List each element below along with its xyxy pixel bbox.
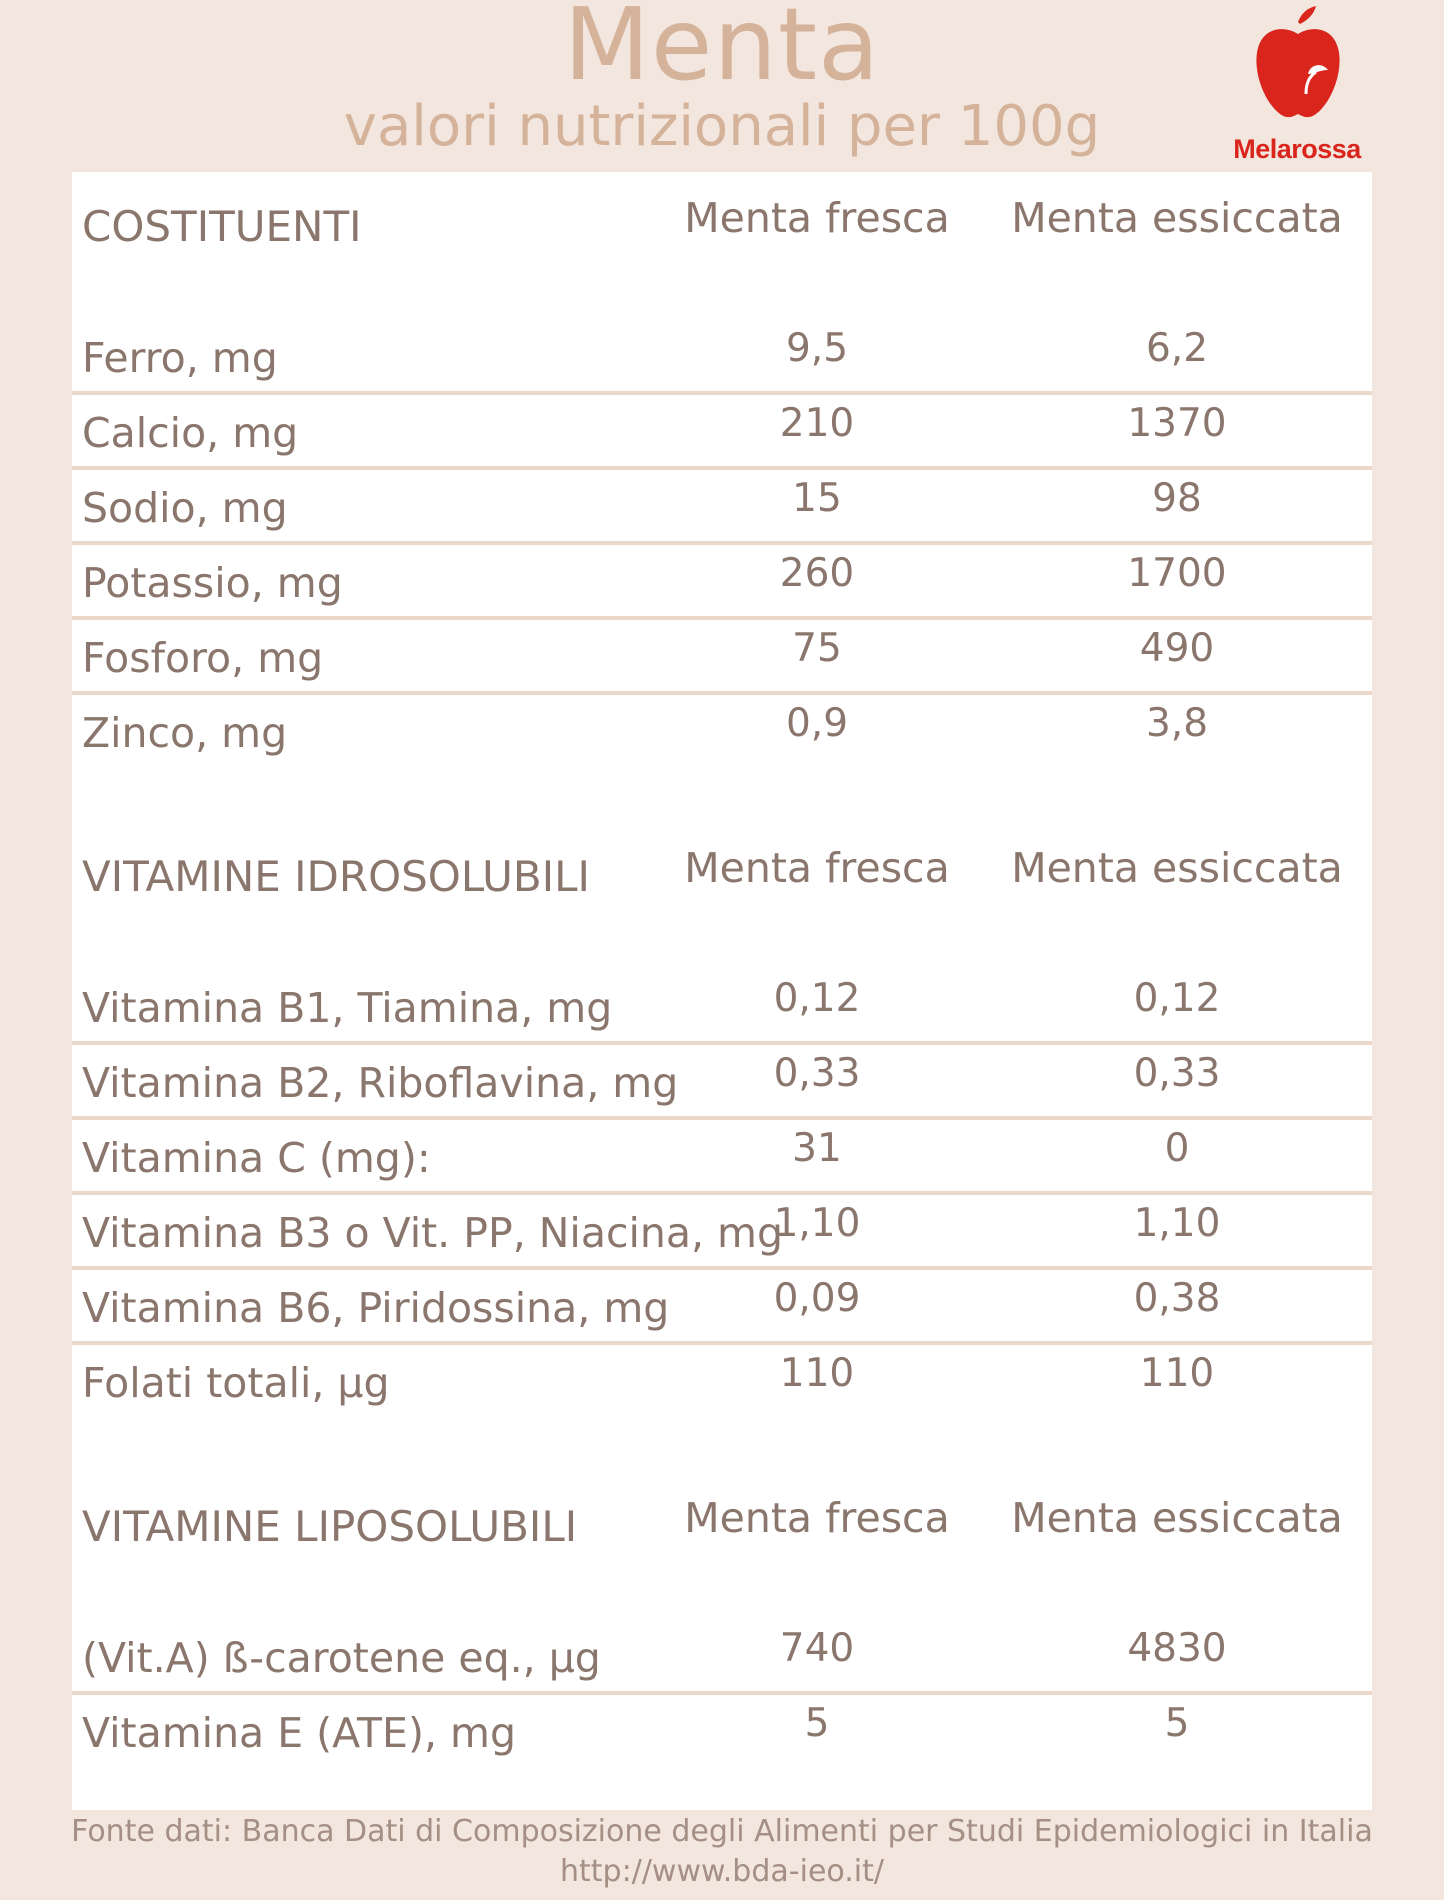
row-label: Folati totali, µg [82, 1359, 390, 1407]
value-fresh: 1,10 [773, 1201, 861, 1246]
value-dried: 1370 [1127, 401, 1227, 446]
column-header-dried: Menta essiccata [1011, 844, 1343, 892]
row-label: Fosforo, mg [82, 634, 324, 682]
table-row [72, 320, 1372, 395]
value-fresh: 260 [779, 551, 855, 596]
table-row [72, 545, 1372, 620]
value-dried: 0,12 [1133, 976, 1221, 1021]
column-header-dried: Menta essiccata [1011, 1494, 1343, 1542]
value-dried: 4830 [1127, 1626, 1227, 1671]
value-dried: 1,10 [1133, 1201, 1221, 1246]
value-fresh: 15 [792, 476, 842, 521]
page-subtitle: valori nutrizionali per 100g [343, 94, 1101, 159]
column-header-fresh: Menta fresca [684, 844, 950, 892]
logo-wordmark: Melarossa [1233, 134, 1361, 164]
source-footer [0, 1812, 1444, 1892]
table-row [72, 1045, 1372, 1120]
value-fresh: 5 [804, 1701, 830, 1746]
row-label: Vitamina B3 o Vit. PP, Niacina, mg [82, 1209, 784, 1257]
value-fresh: 31 [792, 1126, 842, 1171]
table-row [72, 620, 1372, 695]
value-dried: 490 [1139, 626, 1215, 671]
row-label: Vitamina C (mg): [82, 1134, 431, 1182]
table-row [72, 470, 1372, 545]
column-header-fresh: Menta fresca [684, 194, 950, 242]
row-label: Ferro, mg [82, 334, 278, 382]
table-row [72, 1120, 1372, 1195]
table-row [72, 1195, 1372, 1270]
value-fresh: 740 [779, 1626, 855, 1671]
table-row [72, 1695, 1372, 1766]
section-header-costituenti [72, 172, 1372, 320]
value-dried: 0,33 [1133, 1051, 1221, 1096]
row-label: (Vit.A) ß-carotene eq., µg [82, 1634, 601, 1682]
row-label: Vitamina E (ATE), mg [82, 1709, 516, 1757]
column-header-fresh: Menta fresca [684, 1494, 950, 1542]
row-label: Zinco, mg [82, 709, 288, 757]
section-label: VITAMINE IDROSOLUBILI [82, 852, 590, 901]
row-label: Potassio, mg [82, 559, 343, 607]
value-dried: 3,8 [1145, 701, 1209, 746]
melarossa-logo [1222, 4, 1372, 164]
source-text: Fonte dati: Banca Dati di Composizione degli Alimenti per Studi Epidemiologici in Italia [71, 1814, 1373, 1849]
section-header-vitamine-idrosolubili [72, 822, 1372, 970]
table-row [72, 695, 1372, 766]
section-label: VITAMINE LIPOSOLUBILI [82, 1502, 578, 1551]
value-fresh: 9,5 [785, 326, 849, 371]
row-label: Sodio, mg [82, 484, 288, 532]
header [0, 0, 1444, 170]
value-fresh: 110 [779, 1351, 855, 1396]
row-label: Calcio, mg [82, 409, 299, 457]
value-dried: 6,2 [1145, 326, 1209, 371]
table-row [72, 395, 1372, 470]
section-spacer [72, 766, 1372, 822]
section-label: COSTITUENTI [82, 202, 362, 251]
table-row [72, 970, 1372, 1045]
row-label: Vitamina B2, Riboflavina, mg [82, 1059, 679, 1107]
value-fresh: 210 [779, 401, 855, 446]
table-row [72, 1345, 1372, 1416]
value-dried: 5 [1164, 1701, 1190, 1746]
value-dried: 0 [1164, 1126, 1190, 1171]
value-fresh: 0,12 [773, 976, 861, 1021]
value-dried: 0,38 [1133, 1276, 1221, 1321]
nutrition-table [72, 172, 1372, 1810]
value-dried: 98 [1152, 476, 1202, 521]
section-spacer [72, 1416, 1372, 1472]
value-dried: 110 [1139, 1351, 1215, 1396]
value-fresh: 0,9 [785, 701, 849, 746]
source-url[interactable]: http://www.bda-ieo.it/ [560, 1854, 884, 1889]
table-row [72, 1270, 1372, 1345]
value-fresh: 0,09 [773, 1276, 861, 1321]
apple-icon [1250, 4, 1346, 128]
section-header-vitamine-liposolubili [72, 1472, 1372, 1620]
value-fresh: 75 [792, 626, 842, 671]
page-title: Menta [563, 0, 881, 103]
row-label: Vitamina B6, Piridossina, mg [82, 1284, 670, 1332]
value-fresh: 0,33 [773, 1051, 861, 1096]
value-dried: 1700 [1127, 551, 1227, 596]
table-row [72, 1620, 1372, 1695]
column-header-dried: Menta essiccata [1011, 194, 1343, 242]
row-label: Vitamina B1, Tiamina, mg [82, 984, 613, 1032]
